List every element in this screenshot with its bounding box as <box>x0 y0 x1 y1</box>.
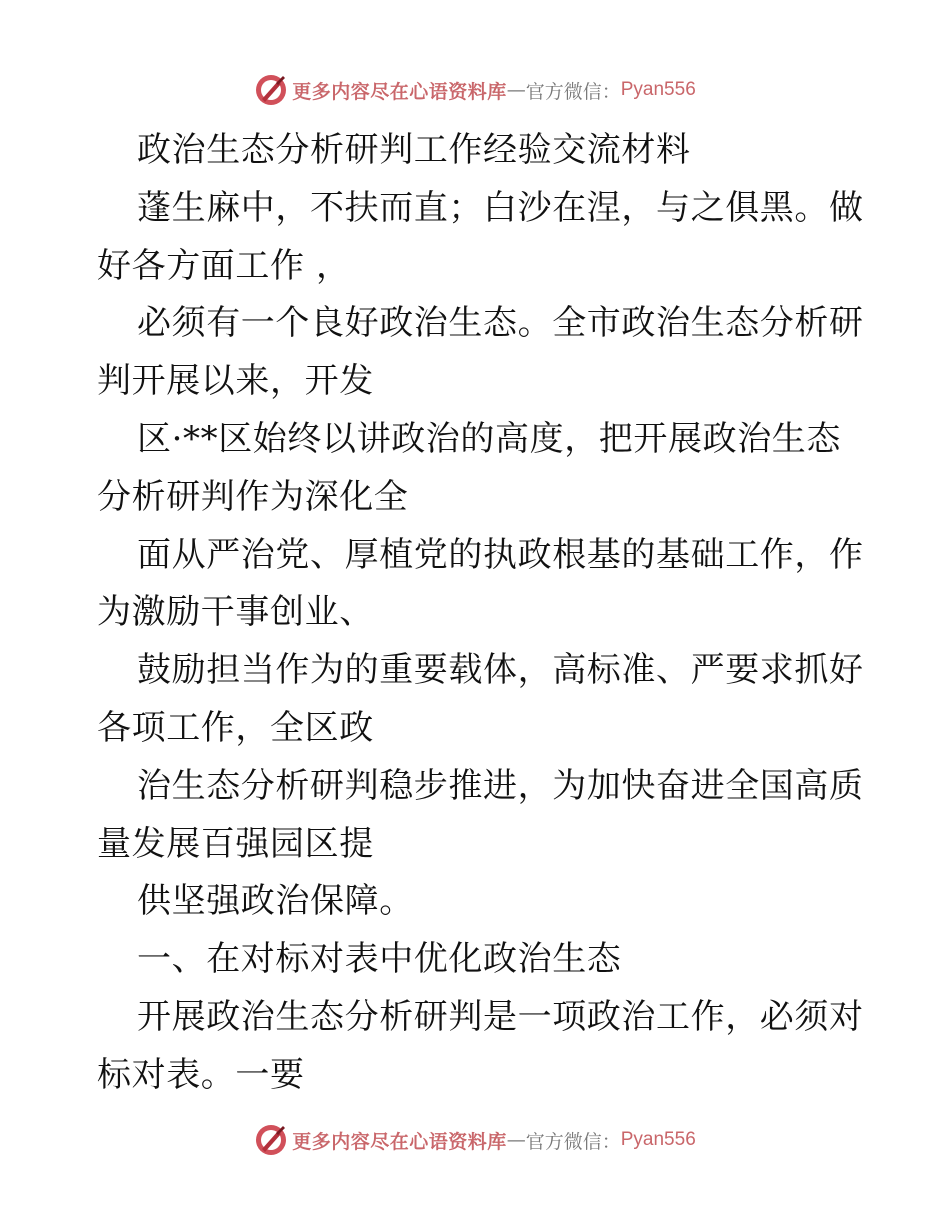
header-watermark-banner <box>0 70 950 110</box>
document-body <box>97 122 864 1105</box>
banner-site-text: 更多内容尽在心语资料库 <box>292 1130 507 1153</box>
banner-wechat-label: 官方微信： <box>525 1130 621 1153</box>
text-line: 政治生态分析研判工作经验交流材料 <box>137 130 691 170</box>
text-line: 供坚强政治保障。 <box>137 881 414 922</box>
text-line: 判开展以来，开发 <box>97 361 374 402</box>
pen-logo-icon <box>254 1123 288 1157</box>
text-line: 为激励干事创业、 <box>97 592 374 633</box>
text-line: 一、在对标对表中优化政治生态 <box>137 939 622 980</box>
banner-dash: — <box>506 1129 526 1151</box>
text-line: 必须有一个良好政治生态。全市政治生态分析研 <box>137 303 864 344</box>
text-line: 鼓励担当作为的重要载体，高标准、严要求抓好 <box>137 650 864 691</box>
footer-watermark-banner <box>0 1120 950 1160</box>
text-line: 开展政治生态分析研判是一项政治工作，必须对 <box>137 996 864 1037</box>
banner-dash: — <box>506 79 526 101</box>
text-line: 各项工作，全区政 <box>97 707 374 748</box>
banner-wechat-label: 官方微信： <box>525 80 621 103</box>
banner-wechat-id: Pyan556 <box>620 79 696 100</box>
text-line: 标对表。一要 <box>97 1054 305 1095</box>
text-line: 好各方面工作 ， <box>97 245 351 286</box>
text-line: 量发展百强园区提 <box>97 823 374 864</box>
text-line: 分析研判作为深化全 <box>97 476 409 517</box>
banner-wechat-id: Pyan556 <box>620 1129 696 1150</box>
text-line: 区·**区始终以讲政治的高度，把开展政治生态 <box>137 418 842 459</box>
banner-site-text: 更多内容尽在心语资料库 <box>292 80 507 103</box>
text-line: 治生态分析研判稳步推进，为加快奋进全国高质 <box>137 765 864 806</box>
text-line: 蓬生麻中，不扶而直；白沙在涅，与之俱黑。做 <box>137 187 864 228</box>
pen-logo-icon <box>254 73 288 107</box>
text-line: 面从严治党、厚植党的执政根基的基础工作，作 <box>137 534 864 575</box>
